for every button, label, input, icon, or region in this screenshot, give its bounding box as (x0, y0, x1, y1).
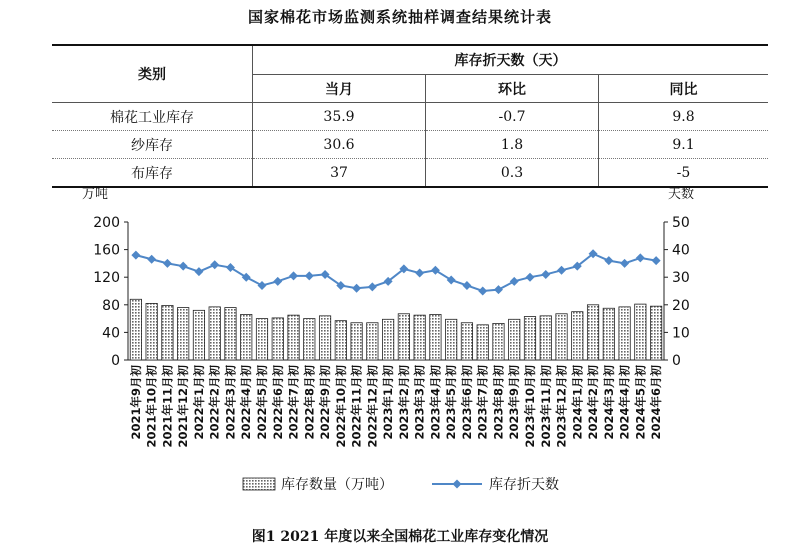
point-days (289, 271, 298, 280)
legend-line-label: 库存折天数 (489, 477, 559, 493)
x-tick-label: 2022年7月初 (286, 365, 301, 440)
x-tick-label: 2022年9月初 (318, 365, 333, 440)
x-tick-label: 2021年9月初 (128, 365, 143, 440)
left-tick-label: 120 (93, 270, 120, 287)
x-tick-label: 2022年4月初 (239, 365, 254, 440)
legend-bar-label: 库存数量（万吨） (281, 477, 393, 493)
point-days (557, 266, 566, 275)
point-days (258, 281, 267, 290)
left-tick-label: 0 (111, 353, 120, 369)
point-days (194, 267, 203, 276)
header-days-group: 库存折天数（天） (253, 45, 769, 75)
point-days (604, 256, 613, 265)
right-tick-label: 0 (672, 353, 681, 369)
right-axis-unit: 天数 (668, 187, 695, 202)
point-days (179, 262, 188, 271)
header-mom: 环比 (426, 75, 599, 103)
x-tick-label: 2022年8月初 (302, 365, 317, 440)
point-days (431, 266, 440, 275)
x-tick-label: 2023年6月初 (459, 365, 474, 440)
bar-inventory (430, 314, 441, 360)
bar-inventory (414, 315, 425, 360)
point-days (305, 271, 314, 280)
x-tick-label: 2023年7月初 (475, 365, 490, 440)
point-days (620, 259, 629, 268)
bar-inventory (603, 308, 614, 360)
bar-inventory (288, 315, 299, 360)
x-tick-label: 2023年3月初 (412, 365, 427, 440)
header-yoy: 同比 (599, 75, 769, 103)
point-days (510, 277, 519, 286)
left-tick-label: 200 (93, 215, 120, 231)
point-days (273, 277, 282, 286)
bar-inventory (572, 312, 583, 360)
right-tick-label: 20 (672, 297, 690, 314)
cell-current: 30.6 (253, 131, 426, 159)
point-days (242, 273, 251, 282)
x-tick-label: 2023年4月初 (428, 364, 443, 440)
x-tick-label: 2023年12月初 (554, 365, 569, 448)
cell-yoy: 9.1 (599, 131, 769, 159)
bar-inventory (619, 307, 630, 360)
bar-inventory (272, 318, 283, 360)
bar-inventory (351, 323, 362, 360)
bar-inventory (367, 323, 378, 360)
table-row (52, 131, 768, 159)
bar-inventory (398, 314, 409, 360)
bar-inventory (256, 319, 267, 360)
cell-mom: 0.3 (426, 159, 599, 188)
bar-inventory (556, 314, 567, 360)
x-tick-label: 2024年4月初 (617, 365, 632, 440)
x-tick-label: 2022年2月初 (207, 365, 222, 440)
legend-bar-swatch (243, 478, 275, 490)
bar-inventory (319, 316, 330, 360)
bar-inventory (130, 299, 141, 360)
x-tick-label: 2022年3月初 (223, 365, 238, 440)
x-tick-label: 2023年10月初 (523, 365, 537, 448)
x-tick-label: 2024年5月初 (633, 365, 648, 440)
point-days (131, 251, 140, 260)
x-tick-label: 2023年11月初 (538, 365, 553, 448)
point-days (541, 270, 550, 279)
right-tick-label: 40 (672, 242, 690, 259)
point-days (462, 281, 471, 290)
bar-inventory (178, 308, 189, 360)
row-label: 棉花工业库存 (52, 103, 253, 131)
bar-inventory (461, 323, 472, 360)
x-tick-label: 2022年6月初 (270, 365, 285, 440)
x-tick-label: 2022年1月初 (191, 365, 206, 440)
x-tick-label: 2024年2月初 (586, 365, 601, 440)
bar-inventory (635, 304, 646, 360)
bar-inventory (540, 316, 551, 360)
cell-mom: -0.7 (426, 103, 599, 131)
bar-inventory (493, 323, 504, 360)
left-axis-unit: 万吨 (82, 187, 109, 202)
x-tick-label: 2022年11月初 (349, 365, 364, 448)
point-days (447, 275, 456, 284)
figure-caption: 图1 2021 年度以来全国棉花工业库存变化情况 (251, 529, 549, 545)
point-days (210, 260, 219, 269)
left-tick-label: 80 (102, 297, 120, 314)
bar-inventory (146, 303, 157, 360)
bar-inventory (193, 310, 204, 360)
cell-mom: 1.8 (426, 131, 599, 159)
bar-inventory (209, 307, 220, 360)
cell-current: 35.9 (253, 103, 426, 131)
page-title: 国家棉花市场监测系统抽样调查结果统计表 (247, 8, 552, 26)
bar-inventory (241, 314, 252, 360)
bar-inventory (335, 321, 346, 360)
x-tick-label: 2023年1月初 (381, 365, 396, 440)
point-days (478, 287, 487, 296)
point-days (636, 253, 645, 262)
x-tick-label: 2022年12月初 (365, 365, 380, 448)
line-days (136, 254, 656, 291)
cell-yoy: -5 (599, 159, 769, 188)
right-tick-label: 50 (672, 215, 690, 231)
x-tick-label: 2023年8月初 (491, 365, 506, 440)
bar-inventory (162, 305, 173, 360)
x-tick-label: 2022年10月初 (333, 365, 348, 448)
bar-inventory (304, 319, 315, 360)
right-tick-label: 30 (672, 270, 690, 287)
point-days (163, 259, 172, 268)
point-days (415, 269, 424, 278)
point-days (226, 263, 235, 272)
bar-inventory (587, 305, 598, 360)
point-days (526, 273, 535, 282)
bar-inventory (650, 306, 661, 360)
point-days (352, 284, 361, 293)
table-row (52, 103, 768, 131)
x-tick-label: 2024年1月初 (570, 365, 585, 440)
bar-inventory (509, 319, 520, 360)
right-tick-label: 10 (672, 325, 690, 342)
x-tick-label: 2022年5月初 (255, 365, 269, 440)
point-days (368, 282, 377, 291)
left-tick-label: 160 (93, 242, 120, 259)
legend-line-marker (453, 480, 462, 489)
row-label: 纱库存 (52, 131, 253, 159)
x-tick-label: 2024年3月初 (601, 365, 616, 440)
row-label: 布库存 (52, 159, 253, 188)
bar-inventory (524, 317, 535, 360)
header-category: 类别 (52, 45, 253, 103)
x-tick-label: 2024年6月初 (649, 365, 664, 440)
point-days (494, 285, 503, 294)
x-tick-label: 2023年9月初 (507, 365, 522, 440)
cell-current: 37 (253, 159, 426, 188)
bar-inventory (225, 308, 236, 360)
inventory-chart (0, 180, 800, 525)
point-days (147, 255, 156, 264)
x-tick-label: 2023年5月初 (444, 365, 459, 440)
bar-inventory (446, 319, 457, 360)
bar-inventory (382, 319, 393, 360)
header-current-month: 当月 (253, 75, 426, 103)
x-tick-label: 2023年2月初 (396, 365, 411, 440)
bar-inventory (477, 325, 488, 360)
x-tick-label: 2021年11月初 (160, 365, 175, 448)
x-tick-label: 2021年10月初 (144, 365, 159, 448)
statistics-table (52, 44, 768, 188)
x-tick-label: 2021年12月初 (176, 365, 191, 448)
cell-yoy: 9.8 (599, 103, 769, 131)
left-tick-label: 40 (102, 325, 120, 342)
point-days (652, 256, 661, 265)
